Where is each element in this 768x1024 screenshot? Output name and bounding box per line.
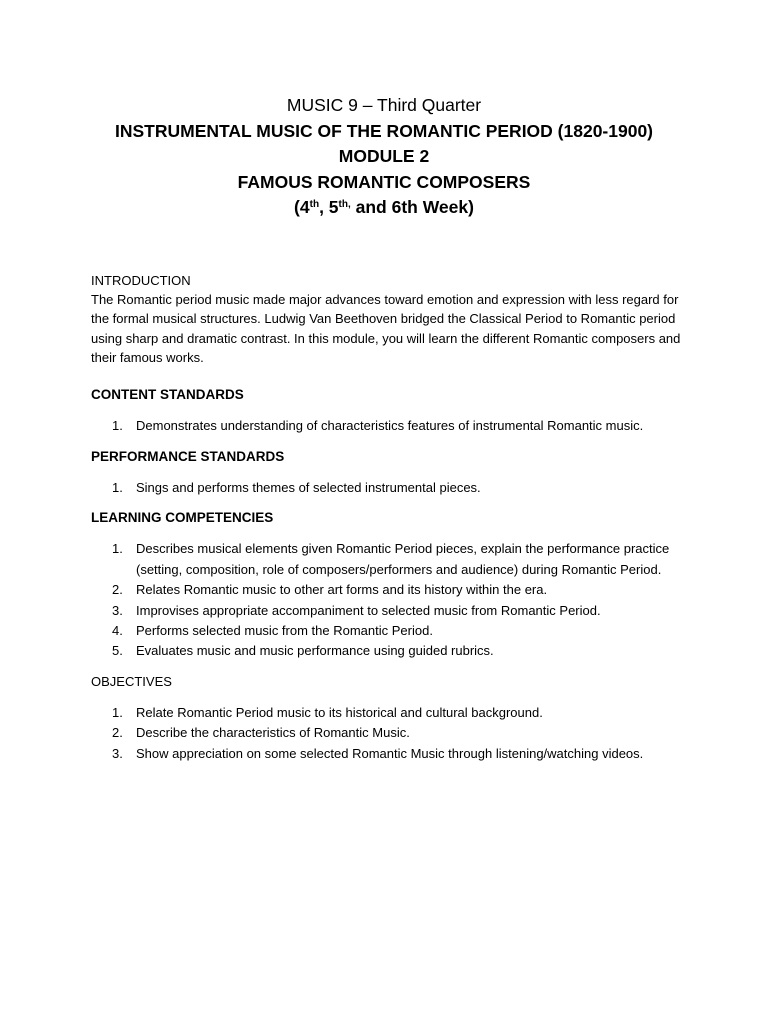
list-item-number: 2. <box>112 725 123 741</box>
list-item-number: 3. <box>112 602 123 618</box>
module-subtitle: FAMOUS ROMANTIC COMPOSERS <box>237 171 531 192</box>
list-item <box>91 580 681 600</box>
module-title: MODULE 2 <box>338 146 430 166</box>
list-item-number: 2. <box>112 582 123 598</box>
performance-standards-heading: PERFORMANCE STANDARDS <box>91 448 285 464</box>
objectives-list <box>91 703 681 764</box>
list-item <box>91 744 681 764</box>
list-item <box>91 539 681 580</box>
objectives-heading: OBJECTIVES <box>91 673 172 689</box>
topic-title: INSTRUMENTAL MUSIC OF THE ROMANTIC PERIOD (1820-1900) <box>114 120 654 141</box>
introduction-label: INTRODUCTION <box>91 273 191 288</box>
document-body <box>91 271 681 764</box>
list-item-text: Improvises appropriate accompaniment to selected music from Romantic Period. <box>136 602 601 618</box>
list-item <box>91 621 681 641</box>
learning-competencies-heading: LEARNING COMPETENCIES <box>91 510 274 526</box>
title-block <box>0 93 768 221</box>
list-item-text: Describe the characteristics of Romantic Music. <box>136 725 410 741</box>
list-item-number: 1. <box>112 705 123 721</box>
list-item-number: 1. <box>112 418 123 434</box>
list-item <box>91 723 681 743</box>
content-standards-list <box>91 416 681 436</box>
learning-competencies-list <box>91 539 681 661</box>
week-range <box>0 195 768 221</box>
list-item <box>91 641 681 661</box>
list-item-text: Relates Romantic music to other art forms and its history within the era. <box>136 582 548 598</box>
list-item-number: 1. <box>112 541 123 557</box>
list-item-number: 3. <box>112 745 123 761</box>
list-item-number: 1. <box>112 479 123 495</box>
performance-standards-list <box>91 478 681 498</box>
list-item <box>91 478 681 498</box>
list-item-text: Demonstrates understanding of characteristics features of instrumental Romantic music. <box>136 418 644 434</box>
introduction-text: The Romantic period music made major advances toward emotion and expression with less regard for the formal musical structures. Ludwig Van Beethoven bridged the Classical Period to Romantic period using sharp and dramatic contrast. In this module, you will learn the different Romantic composers and their famous works. <box>91 292 681 365</box>
list-item-number: 5. <box>112 643 123 659</box>
list-item-text: Describes musical elements given Romantic Period pieces, explain the performance practice (setting, composition, role of composers/performers and audience) during Romantic Period. <box>136 541 670 577</box>
week-range-sup1: th <box>309 199 320 210</box>
list-item <box>91 416 681 436</box>
list-item-text: Sings and performs themes of selected instrumental pieces. <box>136 479 481 495</box>
week-range-mid: , 5 <box>319 197 339 217</box>
week-range-sup2: th, <box>338 199 351 210</box>
subject-title: MUSIC 9 – Third Quarter <box>286 95 482 115</box>
list-item-text: Show appreciation on some selected Romantic Music through listening/watching videos. <box>136 745 644 761</box>
week-range-close: and 6th Week) <box>350 197 474 217</box>
content-standards-heading: CONTENT STANDARDS <box>91 387 244 403</box>
list-item-number: 4. <box>112 623 123 639</box>
list-item-text: Evaluates music and music performance using guided rubrics. <box>136 643 494 659</box>
list-item-text: Performs selected music from the Romantic Period. <box>136 623 433 639</box>
list-item-text: Relate Romantic Period music to its historical and cultural background. <box>136 705 543 721</box>
list-item <box>91 601 681 621</box>
week-range-open: (4 <box>294 197 310 217</box>
list-item <box>91 703 681 723</box>
